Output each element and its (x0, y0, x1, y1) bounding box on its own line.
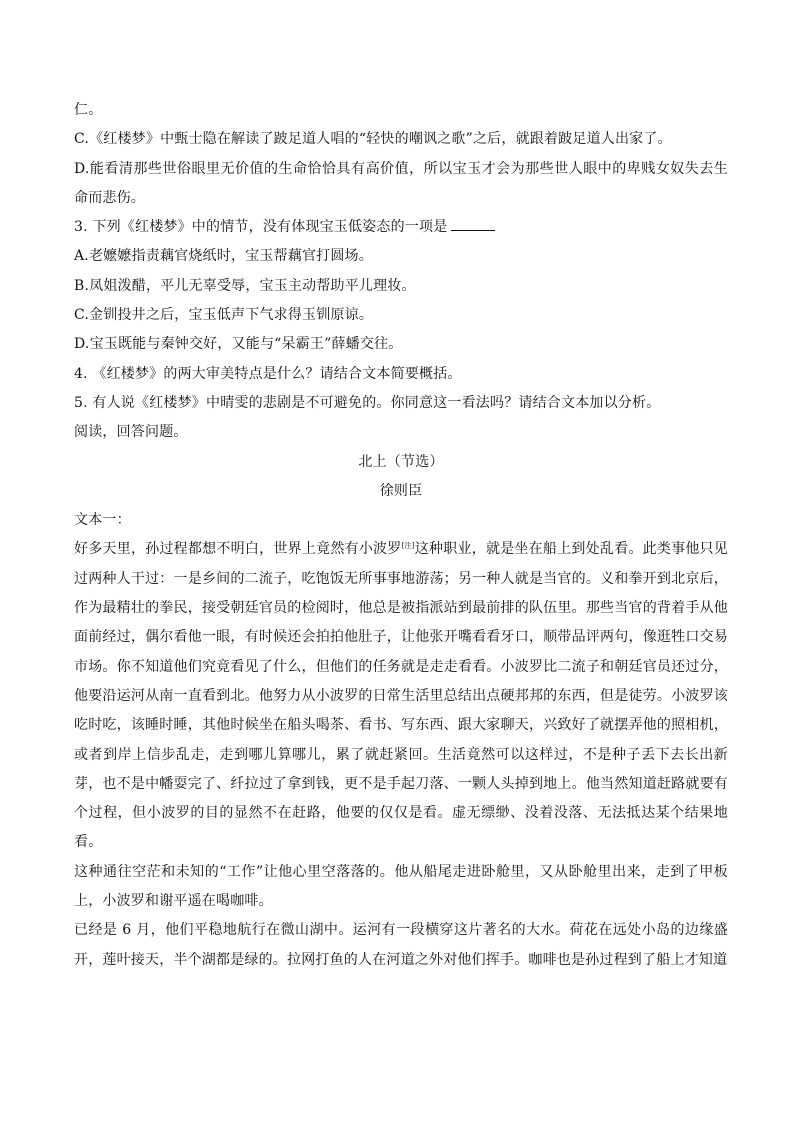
option-d: D.能看清那些世俗眼里无价值的生命恰恰具有高价值，所以宝玉才会为那些世人眼中的卑贱女奴失去生命而悲伤。 (74, 160, 728, 206)
footnote-marker: [注] (401, 541, 415, 550)
question-3-text: 3. 下列《红楼梦》中的情节，没有体现宝玉低姿态的一项是 (74, 219, 448, 236)
passage-author: 徐则臣 (379, 482, 423, 499)
question-3-option-c: C.金钏投井之后，宝玉低声下气求得玉钏原谅。 (74, 307, 374, 324)
text-line: 仁。 (74, 102, 103, 118)
question-3-option-b: B.凤姐泼醋，平儿无辜受辱，宝玉主动帮助平儿理妆。 (74, 277, 416, 294)
passage-title: 北上（节选） (358, 453, 444, 470)
passage-paragraph-2: 这种通往空茫和未知的“工作”让他心里空落落的。他从船尾走进卧舱里，又从卧舱里出来，走到了甲板上，小波罗和谢平遥在喝咖啡。 (74, 863, 728, 910)
text-one-label: 文本一： (74, 512, 131, 529)
document-body (74, 96, 728, 975)
paragraph-1-rest: 这种职业，就是坐在船上到处乱看。此类事他只见过两种人干过：一是乡间的二流子，吃饱饭无所事事地游荡；另一种人就是当官的。义和拳开到北京后，作为最精壮的拳民，接受朝廷官员的检阅时，他总是被指派站到最前排的队伍里。那些当官的背着手从他面前经过，偶尔看他一眼，有时候还会拍拍他肚子，让他张开嘴看看牙口，顺带品评两句，像逛牲口交易市场。你不知道他们究竟看见了什么，但他们的任务就是走走看看。小波罗比二流子和朝廷官员还过分，他要沿运河从南一直看到北。他努力从小波罗的日常生活里总结出点硬邦邦的东西，但是徒劳。小波罗该吃时吃，该睡时睡，其他时候坐在船头喝茶、看书、写东西、跟大家聊天，兴致好了就摆弄他的照相机，或者到岸上信步乱走，走到哪儿算哪儿，累了就赶紧回。生活竟然可以这样过，不是种子丢下去长出新芽，也不是中幡耍完了、纤拉过了拿到钱，更不是手起刀落、一颗人头掉到地上。他当然知道赶路就要有个过程，但小波罗的目的显然不在赶路，他要的仅仅是看。虚无缥缈、没着没落、无法抵达某个结果地看。 (74, 541, 729, 851)
question-5: 5. 有人说《红楼梦》中晴雯的悲剧是不可避免的。你同意这一看法吗？请结合文本加以分析。 (74, 394, 661, 411)
question-3-option-d: D.宝玉既能与秦钟交好，又能与“呆霸王”薛蟠交往。 (74, 336, 403, 353)
option-c: C.《红楼梦》中甄士隐在解读了跛足道人唱的“轻快的嘲讽之歌”之后，就跟着跛足道人出家了。 (74, 131, 672, 148)
paragraph-1-start: 好多天里，孙过程都想不明白，世界上竟然有小波罗 (74, 541, 402, 558)
answer-blank (451, 216, 495, 231)
question-3 (74, 213, 728, 242)
reading-instruction: 阅读，回答问题。 (74, 424, 188, 441)
passage-paragraph-1 (74, 535, 728, 857)
question-3-option-a: A.老嬷嬷指责藕官烧纸时，宝玉帮藕官打圆场。 (74, 248, 373, 265)
question-4: 4. 《红楼梦》的两大审美特点是什么？请结合文本简要概括。 (74, 365, 462, 382)
passage-paragraph-3: 已经是 6 月，他们平稳地航行在微山湖中。运河有一段横穿这片著名的大水。荷花在远处小岛的边缘盛开，莲叶接天，半个湖都是绿的。拉网打鱼的人在河道之外对他们挥手。咖啡也是孙过程到了船上才知道 (74, 922, 728, 968)
